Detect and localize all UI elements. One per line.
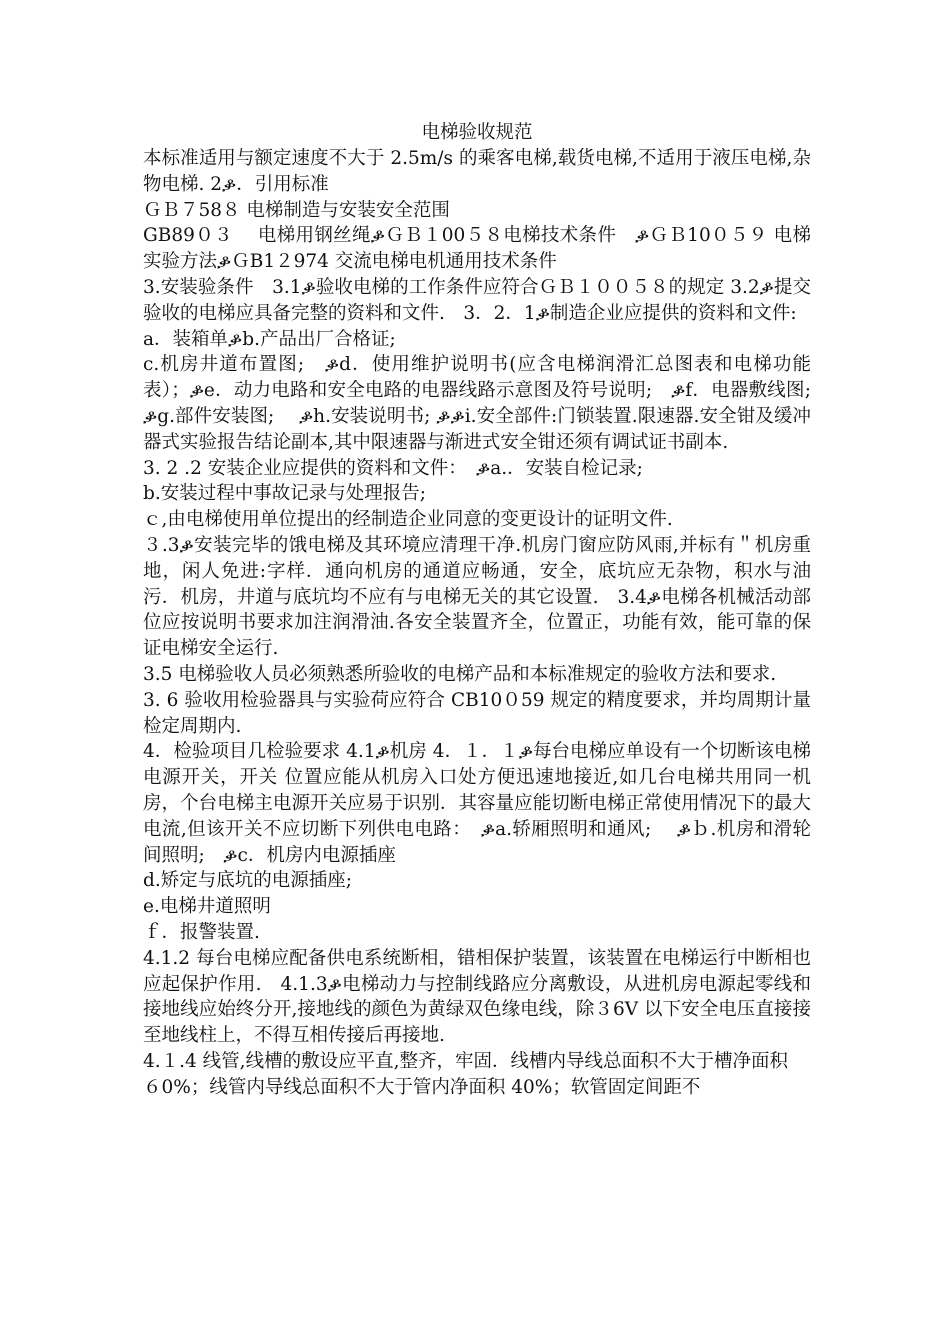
document-page <box>143 120 811 1100</box>
paragraph-section-4-1-4: 4.１.4 线管,线槽的敷设应平直,整齐，牢固．线槽内导线总面积不大于槽净面积 <box>143 1050 788 1072</box>
paragraph-item-c-i: c.机房井道布置图; ቇd．使用维护说明书(应含电梯润滑汇总图表和电梯功能表）；ቇe．动力电路和安全电路的电器线路示意图及符号说明; ቇf．电器敷线图; ቇg.部件安装图; ቇh.安装说明书; ቇቇi.安全部件:门锁装置.限速器.安全钳及缓冲器式实验报告结论副本,其中限速器与渐进式安全钳还须有调试证书副本. <box>143 354 811 453</box>
paragraph-section-3-2-2: 3. 2 .2 安装企业应提供的资料和文件： ቇa.．安装自检记录; <box>143 457 643 479</box>
paragraph-section-3-6: 3. 6 验收用检验器具与实验荷应符合 CB10０59 规定的精度要求，并均周期计量检定周期内. <box>143 689 811 737</box>
paragraph-item-d: d.矫定与底坑的电源插座; <box>143 870 352 892</box>
paragraph-item-f: ｆ．报警装置. <box>143 921 260 943</box>
paragraph-section-4: 4．检验项目几检验要求 4.1ቇ机房 4．１．１ቇ每台电梯应单设有一个切断该电梯电源开关，开关 位置应能从机房入口处方便迅速地接近,如几台电梯共用同一机房，个台电梯主电源开关应易于识别．其容量应能切断电梯正常使用情况下的最大电流,但该开关不应切断下列供电电路： ቇa.轿厢照明和通风; ቇｂ.机房和滑轮间照明; ቇc．机房内电源插座 <box>143 741 811 866</box>
paragraph-item-b-accident: b.安装过程中事故记录与处理报告; <box>143 483 426 505</box>
paragraph-section-4-1-2: 4.1.2 每台电梯应配备供电系统断相，错相保护装置，该装置在电梯运行中断相也应起保护作用. 4.1.3ቇ电梯动力与控制线路应分离敷设，从进机房电源起零线和接地线应始终分开,接地线的颜色为黄绿双色缘电线，除３6V 以下安全电压直接接至地线柱上，不得互相传接后再接地. <box>143 947 811 1047</box>
paragraph-conduit: ６0%；线管内导线总面积不大于管内净面积 40%；软管固定间距不 <box>143 1076 701 1098</box>
paragraph-scope: 本标准适用与额定速度不大于 2.5m/s 的乘客电梯,载货电梯,不适用于液压电梯,杂物电梯. 2ቇ．引用标准 <box>143 148 811 195</box>
paragraph-item-a-b: a．装箱单ቇb.产品出厂合格证; <box>143 328 396 350</box>
paragraph-item-e: e.电梯井道照明 <box>143 896 271 918</box>
paragraph-section-3-5: 3.5 电梯验收人员必须熟悉所验收的电梯产品和本标准规定的验收方法和要求. <box>143 663 777 685</box>
paragraph-section-3: 3.安装验条件 3.1ቇ验收电梯的工作条件应符合ＧＢ１００５８的规定 3.2ቇ提交验收的电梯应具备完整的资料和文件. 3．2．1ቇ制造企业应提供的资料和文件: <box>143 276 811 324</box>
paragraph-section-3-3: ３.3ቇ安装完毕的饿电梯及其环境应清理干净.机房门窗应防风雨,并标有＂机房重地，闲人免进:字样．通向机房的通道应畅通，安全，底坑应无杂物，积水与油污．机房，井道与底坑均不应有与电梯无关的其它设置. 3.4ቇ电梯各机械活动部位应按说明书要求加注润滑油.各安全装置齐全，位置正，功能有效，能可靠的保证电梯安全运行. <box>143 534 811 660</box>
paragraph-ref-standards-list: GB89０３ 电梯用钢丝绳ቇＧＢ１00５８电梯技术条件 ቇＧＢ10０５９ 电梯实验方法ቇＧB1２974 交流电梯电机通用技术条件 <box>143 225 811 273</box>
paragraph-ref-standard-1: ＧＢ７58８ 电梯制造与安装安全范围 <box>143 199 450 221</box>
paragraph-item-c-design-change: ｃ,由电梯使用单位提出的经制造企业同意的变更设计的证明文件. <box>143 509 673 531</box>
document-title: 电梯验收规范 <box>421 122 533 143</box>
